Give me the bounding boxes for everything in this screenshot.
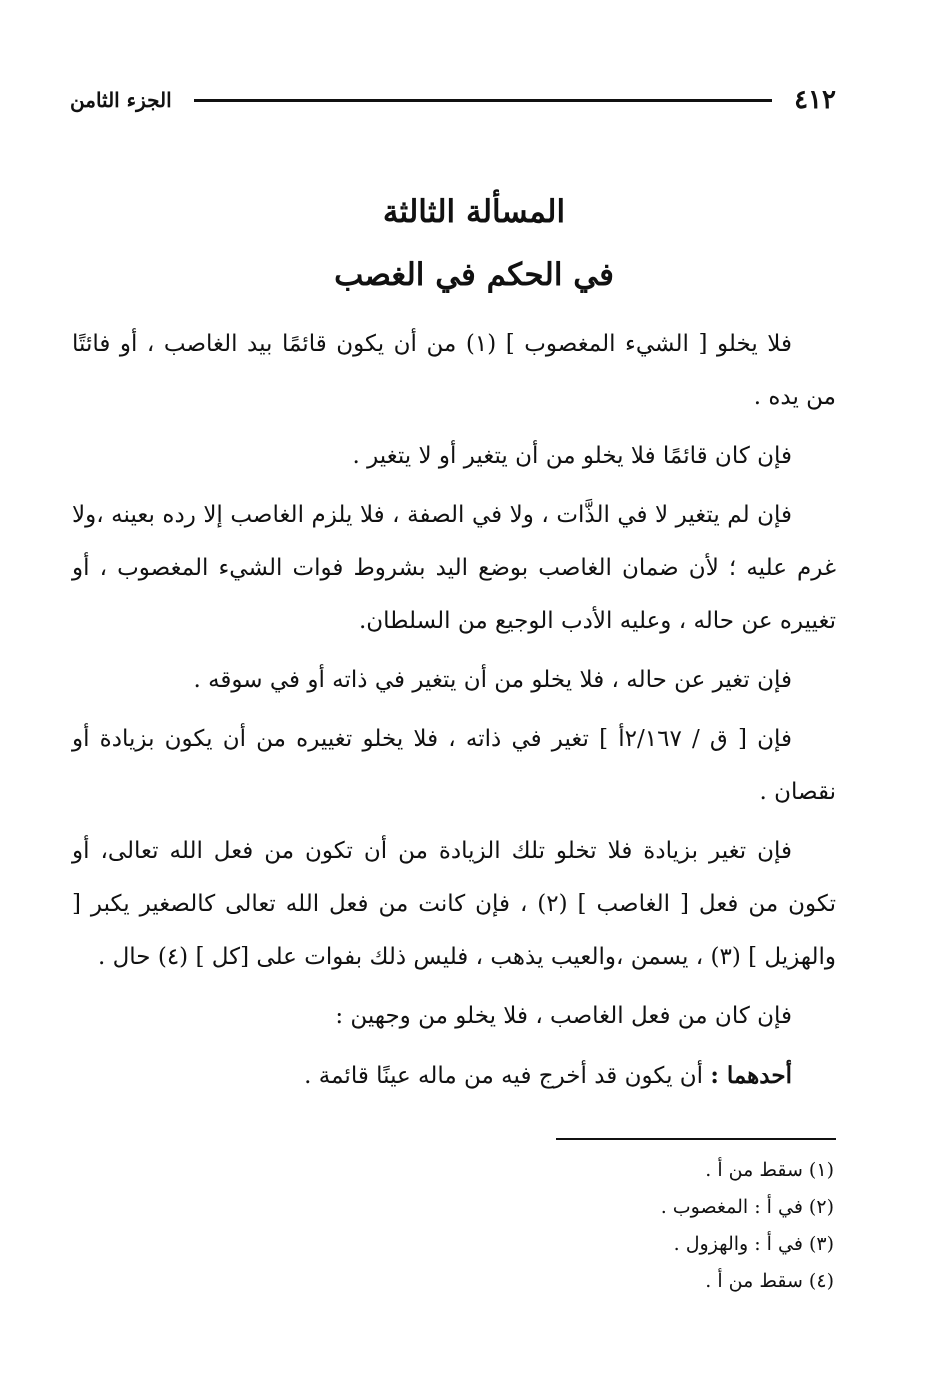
footnote: (١) سقط من أ . [705, 1159, 834, 1181]
paragraph: فإن كان من فعل الغاصب ، فلا يخلو من وجهين : [335, 1003, 792, 1029]
footnote: (٤) سقط من أ . [705, 1270, 834, 1292]
footnotes [560, 1152, 834, 1300]
page-number: ٤١٢ [794, 85, 836, 115]
running-header [70, 84, 836, 116]
topic-heading: في الحكم في الغصب [334, 257, 614, 293]
paragraph: فإن تغير بزيادة فلا تخلو تلك الزيادة من أن تكون من فعل الله تعالى، أو تكون من فعل [ الغاصب ] (٢) ، فإن كانت من فعل الله تعالى كالصغير يكبر [ والهزيل ] (٣) ، يسمن ،والعيب يذهب ، فليس ذلك بفوات على [كل ] (٤) حال . [72, 838, 836, 970]
footnote: (٣) في أ : والهزول . [673, 1233, 834, 1255]
footnote-rule [556, 1138, 836, 1140]
paragraph: فلا يخلو [ الشيء المغصوب ] (١) من أن يكون قائمًا بيد الغاصب ، أو فائتًا من يده . [72, 331, 836, 410]
body-text [72, 318, 836, 1109]
paragraph-text: أن يكون قد أخرج فيه من ماله عينًا قائمة . [304, 1063, 711, 1089]
paragraph: فإن تغير عن حاله ، فلا يخلو من أن يتغير في ذاته أو في سوقه . [193, 667, 792, 693]
issue-heading: المسألة الثالثة [382, 194, 566, 230]
footnote: (٢) في أ : المغصوب . [660, 1196, 834, 1218]
volume-title: الجزء الثامن [70, 88, 172, 112]
paragraph: فإن كان قائمًا فلا يخلو من أن يتغير أو لا يتغير . [352, 443, 792, 469]
paragraph [72, 1049, 836, 1103]
paragraph: فإن لم يتغير لا في الذَّات ، ولا في الصفة ، فلا يلزم الغاصب إلا رده بعينه ،ولا غرم عليه ؛ لأن ضمان الغاصب بوضع اليد بشروط فوات الشيء المغصوب ، أو تغييره عن حاله ، وعليه الأدب الوجيع من السلطان. [72, 502, 837, 634]
paragraph-lead: أحدهما : [710, 1062, 792, 1089]
header-rule [194, 99, 772, 102]
paragraph: فإن [ ق / ٢/١٦٧أ ] تغير في ذاته ، فلا يخلو تغييره من أن يكون بزيادة أو نقصان . [72, 726, 836, 805]
